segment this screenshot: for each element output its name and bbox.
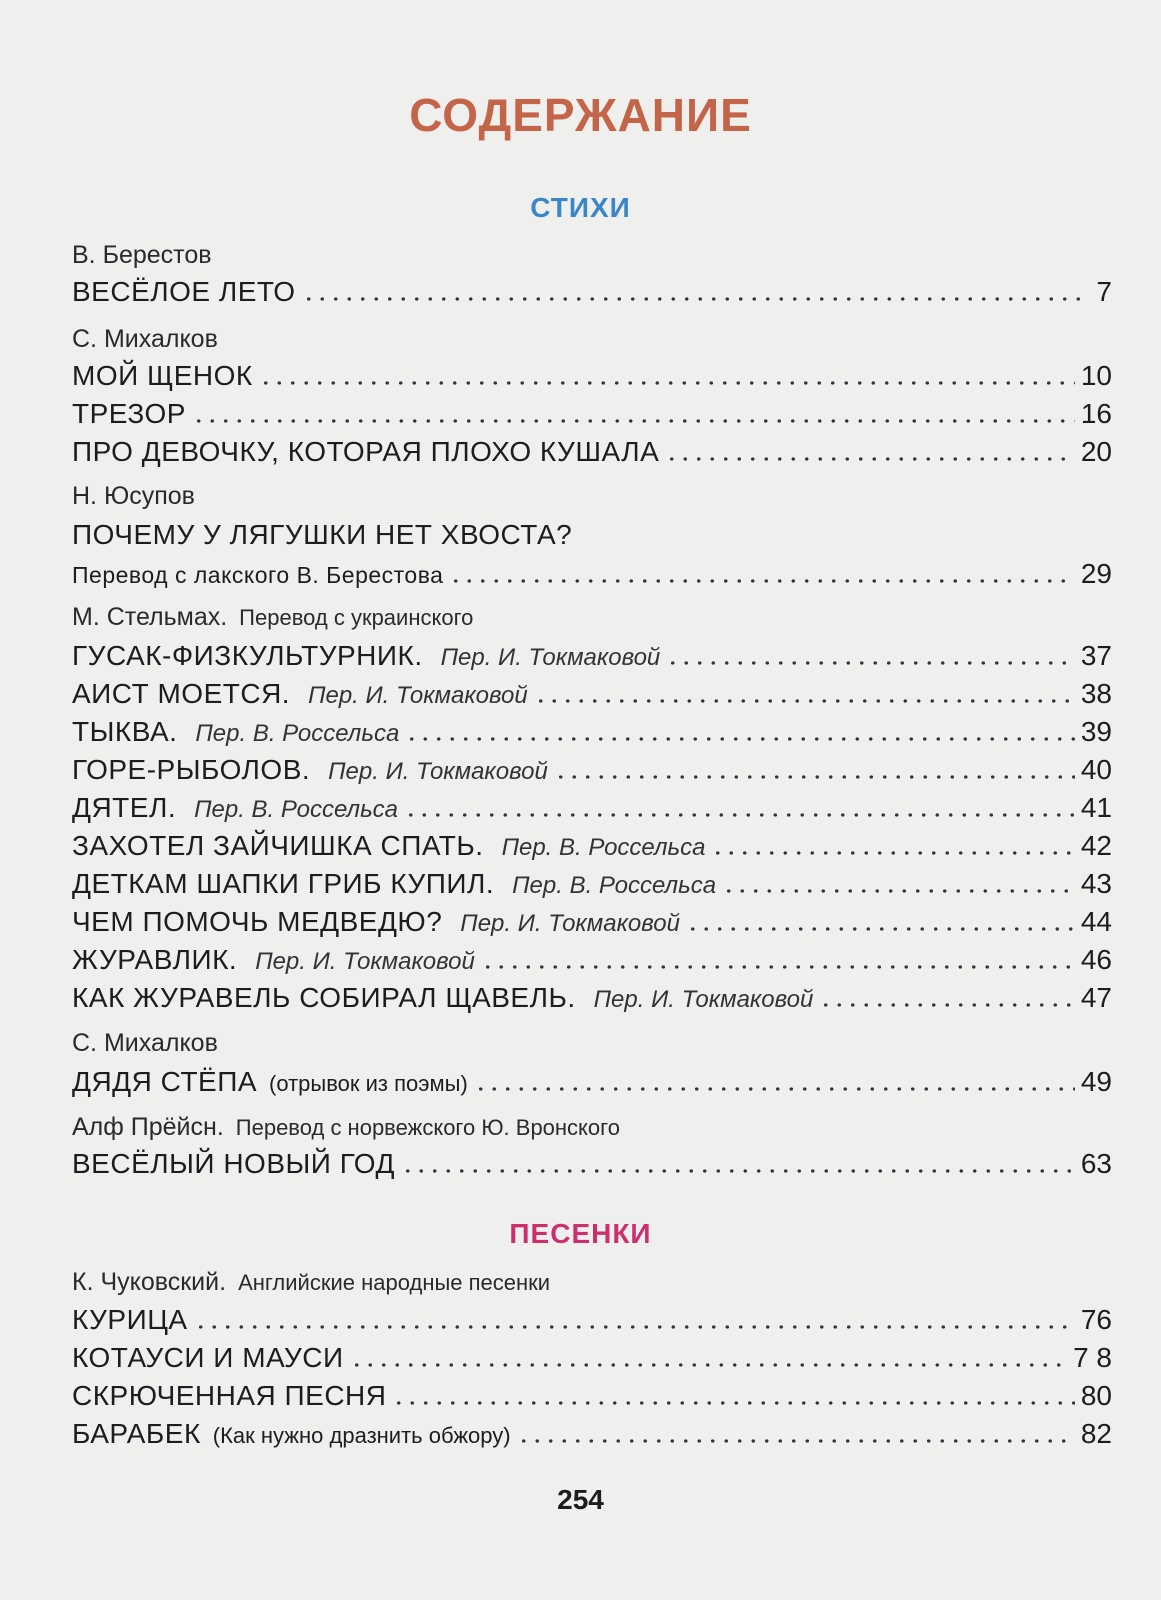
toc-title: ЧЕМ ПОМОЧЬ МЕДВЕДЮ? — [72, 906, 443, 937]
translator: Пер. В. Россельса — [194, 796, 399, 823]
author-name: Алф Прёйсн. — [72, 1113, 224, 1141]
dot-leader — [192, 419, 1075, 423]
author-line — [72, 241, 1112, 270]
toc-title: ГОРЕ-РЫБОЛОВ. — [72, 754, 311, 785]
page-ref: 82 — [1080, 1418, 1112, 1449]
page-title: СОДЕРЖАНИЕ — [409, 89, 752, 141]
dot-leader — [302, 297, 1091, 301]
page-ref: 7 — [1096, 276, 1112, 307]
section-heading: СТИХИ — [530, 192, 631, 223]
toc-entry — [72, 558, 1112, 590]
page-ref: 7 8 — [1073, 1342, 1112, 1373]
toc-entry — [72, 398, 1112, 430]
toc-entry — [72, 1380, 1112, 1412]
translator: Пер. И. Токмаковой — [255, 948, 475, 975]
author-line — [72, 325, 1112, 354]
translator: Пер. В. Россельса — [501, 834, 706, 861]
dot-leader — [665, 457, 1075, 461]
dot-leader — [666, 661, 1075, 665]
toc-entry — [72, 792, 1112, 824]
title-note: (отрывок из поэмы) — [269, 1071, 468, 1096]
page-ref: 39 — [1080, 716, 1112, 747]
author-line — [72, 603, 1112, 632]
toc-title: ЖУРАВЛИК. — [72, 944, 238, 975]
toc-title: ГУСАК-ФИЗКУЛЬТУРНИК. — [72, 640, 423, 671]
page-ref: 46 — [1080, 944, 1112, 975]
toc-entry — [72, 944, 1112, 976]
toc-title: ДЯДЯ СТЁПА — [72, 1066, 258, 1097]
author-line — [72, 482, 1112, 511]
author-note: Перевод с норвежского Ю. Вронского — [235, 1115, 620, 1140]
translator: Пер. И. Токмаковой — [460, 910, 680, 937]
toc-title: ТЫКВА. — [72, 716, 178, 747]
toc-title: КАК ЖУРАВЕЛЬ СОБИРАЛ ЩАВЕЛЬ. — [72, 982, 576, 1013]
toc-entry — [72, 640, 1112, 672]
toc-entry — [72, 678, 1112, 710]
toc-title: ДЕТКАМ ШАПКИ ГРИБ КУПИЛ. — [72, 868, 495, 899]
page-ref: 80 — [1080, 1380, 1112, 1411]
page-ref: 49 — [1080, 1066, 1112, 1097]
toc-title: СКРЮЧЕННАЯ ПЕСНЯ — [72, 1380, 387, 1411]
page-ref: 43 — [1080, 868, 1112, 899]
dot-leader — [350, 1363, 1067, 1367]
dot-leader — [554, 775, 1075, 779]
author-line — [72, 1268, 1112, 1297]
page-ref: 20 — [1080, 436, 1112, 467]
dot-leader — [474, 1087, 1075, 1091]
page-ref: 42 — [1080, 830, 1112, 861]
dot-leader — [405, 737, 1075, 741]
author-line — [72, 1029, 1112, 1058]
author-note: Перевод с украинского — [239, 605, 474, 630]
page-ref: 47 — [1080, 982, 1112, 1013]
toc-entry — [72, 982, 1112, 1014]
toc-title: КОТАУСИ И МАУСИ — [72, 1342, 344, 1373]
dot-leader — [819, 1003, 1075, 1007]
page-ref: 37 — [1080, 640, 1112, 671]
page-number: 254 — [557, 1484, 604, 1515]
toc-title: ПОЧЕМУ У ЛЯГУШКИ НЕТ ХВОСТА? — [72, 519, 573, 550]
author-name: Н. Юсупов — [72, 482, 195, 510]
page-ref: 40 — [1080, 754, 1112, 785]
translator: Пер. И. Токмаковой — [440, 644, 661, 671]
toc-title: ТРЕЗОР — [72, 398, 186, 429]
page-ref: 38 — [1080, 678, 1112, 709]
toc-title: ЗАХОТЕЛ ЗАЙЧИШКА СПАТЬ. — [72, 830, 484, 861]
page-ref: 76 — [1080, 1304, 1112, 1335]
toc-title-line — [72, 519, 1112, 551]
author-line — [72, 1113, 1112, 1142]
page-ref: 16 — [1080, 398, 1112, 429]
dot-leader — [711, 851, 1074, 855]
author-name: М. Стельмах. — [72, 603, 228, 631]
translator: Пер. И. Токмаковой — [328, 758, 548, 785]
dot-leader — [722, 889, 1075, 893]
toc-entry — [72, 906, 1112, 938]
toc-title: ПРО ДЕВОЧКУ, КОТОРАЯ ПЛОХО КУШАЛА — [72, 436, 660, 467]
author-name: С. Михалков — [72, 1029, 218, 1057]
dot-leader — [401, 1169, 1075, 1173]
dot-leader — [259, 381, 1075, 385]
title-note: (Как нужно дразнить обжору) — [212, 1423, 511, 1448]
toc-entry — [72, 360, 1112, 392]
author-name: В. Берестов — [72, 241, 212, 269]
translator: Пер. В. Россельса — [512, 872, 717, 899]
page-ref: 63 — [1080, 1148, 1112, 1179]
dot-leader — [517, 1439, 1075, 1443]
author-name: К. Чуковский. — [72, 1268, 227, 1296]
toc-title: ВЕСЁЛЫЙ НОВЫЙ ГОД — [72, 1148, 395, 1179]
page-ref: 44 — [1080, 906, 1112, 937]
toc-title: АИСТ МОЕТСЯ. — [72, 678, 291, 709]
toc-title: МОЙ ЩЕНОК — [72, 360, 253, 391]
dot-leader — [392, 1401, 1074, 1405]
page-ref: 41 — [1080, 792, 1112, 823]
toc-entry — [72, 436, 1112, 468]
toc-title: ВЕСЁЛОЕ ЛЕТО — [72, 276, 296, 307]
dot-leader — [404, 813, 1075, 817]
dot-leader — [481, 965, 1075, 969]
page-ref: 29 — [1080, 558, 1112, 589]
toc-title: Перевод с лакского В. Берестова — [72, 562, 444, 588]
toc-entry — [72, 754, 1112, 786]
toc-entry — [72, 1066, 1112, 1098]
author-note: Английские народные песенки — [238, 1270, 551, 1295]
dot-leader — [194, 1325, 1075, 1329]
toc-entry — [72, 1418, 1112, 1450]
toc-entry — [72, 1342, 1112, 1374]
toc-entry — [72, 1148, 1112, 1180]
toc-entry — [72, 276, 1112, 308]
dot-leader — [686, 927, 1075, 931]
toc-entry — [72, 1304, 1112, 1336]
toc-title: БАРАБЕК — [72, 1418, 201, 1449]
toc-entry — [72, 868, 1112, 900]
toc-entry — [72, 830, 1112, 862]
dot-leader — [449, 579, 1074, 583]
author-name: С. Михалков — [72, 325, 218, 353]
section-heading: ПЕСЕНКИ — [509, 1218, 652, 1249]
page-ref: 10 — [1080, 360, 1112, 391]
toc-title: КУРИЦА — [72, 1304, 188, 1335]
toc-entry — [72, 716, 1112, 748]
translator: Пер. В. Россельса — [195, 720, 400, 747]
translator: Пер. И. Токмаковой — [593, 986, 814, 1013]
toc-title: ДЯТЕЛ. — [72, 792, 177, 823]
dot-leader — [534, 699, 1075, 703]
translator: Пер. И. Токмаковой — [308, 682, 528, 709]
